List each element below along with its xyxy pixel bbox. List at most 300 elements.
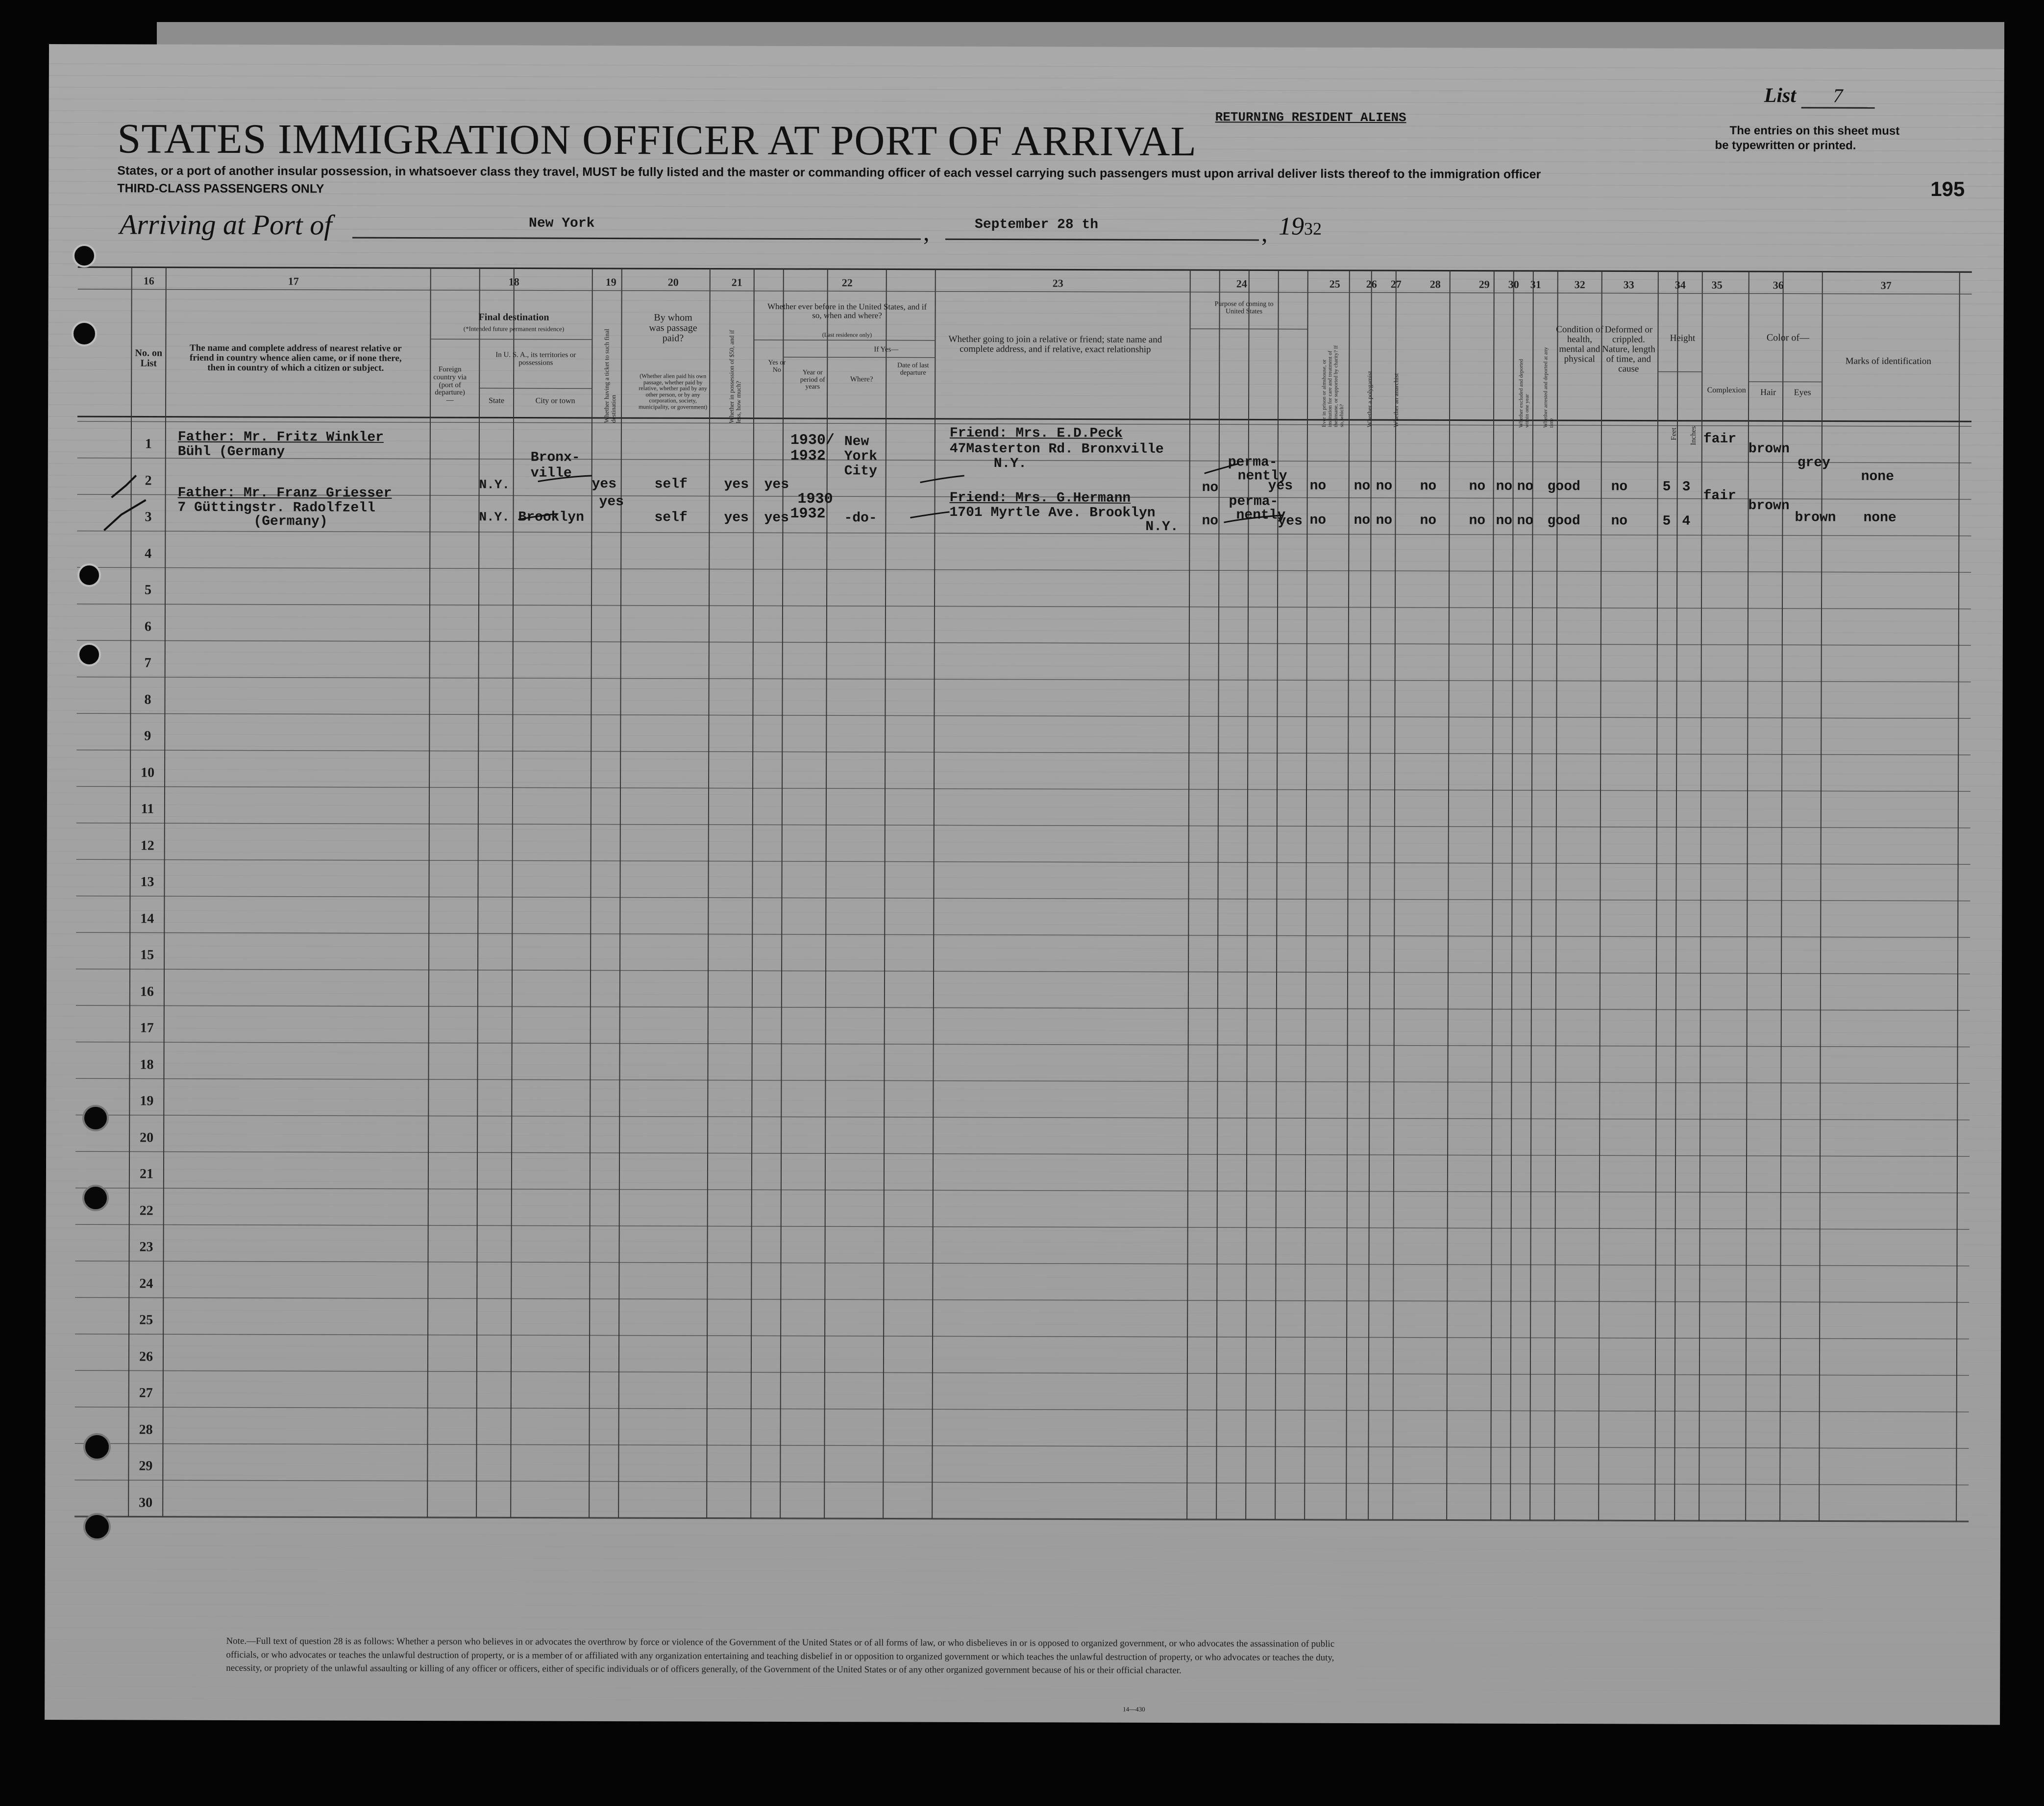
background-rule [46, 1357, 2001, 1362]
background-rule [46, 1263, 2001, 1268]
entry2-health: good [1547, 513, 1580, 529]
entry2-marks: none [1863, 510, 1896, 526]
row-number: 30 [139, 1494, 153, 1511]
hdr-height: Height [1670, 333, 1696, 343]
row-number: 7 [144, 655, 151, 671]
background-rule [45, 1498, 2000, 1503]
background-rule [48, 475, 2003, 480]
manifest-sheet [45, 44, 2004, 1725]
background-rule [47, 899, 2002, 903]
entry1-hair: brown [1748, 441, 1790, 457]
background-rule [47, 710, 2002, 715]
entry1-city-1: Bronx- [530, 450, 580, 465]
hdr-inches: Inches [1689, 426, 1698, 445]
entry1-state: N.Y. [479, 477, 510, 492]
background-rule [47, 793, 2002, 798]
row-line [75, 1297, 1969, 1302]
hdr-final-destination-sub: (*Intended future permanent residence) [463, 325, 565, 333]
background-rule [45, 1475, 2000, 1480]
row-line [75, 1443, 1969, 1448]
row-number: 6 [144, 619, 151, 635]
background-rule [48, 640, 2003, 645]
background-rule [47, 981, 2002, 986]
row-line [75, 1407, 1969, 1412]
column-line [1599, 271, 1602, 1520]
background-rule [48, 652, 2003, 657]
background-rule [47, 887, 2002, 892]
row-line [75, 1261, 1969, 1266]
punch-hole-5 [82, 1105, 109, 1131]
background-rule [47, 1028, 2002, 1033]
row-number: 18 [140, 1056, 154, 1073]
entry2-ticket: yes [599, 494, 624, 510]
entry1-health: good [1547, 479, 1580, 495]
entry2-arrested: no [1517, 513, 1534, 529]
col-num-36: 36 [1773, 279, 1784, 292]
row-number: 28 [139, 1421, 153, 1438]
col-num-35: 35 [1711, 278, 1723, 291]
hdr-purpose: Purpose of coming to United States [1214, 300, 1274, 316]
background-rule [48, 663, 2003, 668]
column-line [1780, 271, 1783, 1521]
entry2-eyes: brown [1795, 510, 1836, 526]
row-line [76, 823, 1970, 828]
background-rule [49, 322, 2004, 327]
entry1-q28: no [1420, 479, 1437, 494]
arriving-label: Arriving at Port of [119, 208, 332, 241]
row-line [76, 750, 1970, 755]
column-line [128, 267, 132, 1516]
column-line [1554, 271, 1558, 1520]
column-line [1699, 271, 1702, 1521]
entry2-years-1: 1930 [797, 491, 833, 508]
column-line [589, 268, 592, 1518]
subheader-line [430, 339, 592, 340]
row-line [76, 1042, 1970, 1047]
background-rule [47, 1051, 2002, 1056]
entry2-join-3: N.Y. [1145, 519, 1179, 535]
row-number: 13 [140, 874, 154, 890]
background-rule [47, 922, 2002, 927]
background-rule [46, 1181, 2001, 1186]
background-rule [47, 852, 2002, 856]
column-line [476, 268, 480, 1517]
background-rule [49, 75, 2004, 80]
background-rule [46, 1416, 2001, 1421]
background-rule [45, 1487, 2000, 1491]
column-line [1510, 271, 1514, 1520]
background-rule [46, 1169, 2001, 1174]
column-line [1956, 272, 1960, 1521]
entry2-q29: no [1469, 513, 1486, 529]
punch-hole-2 [72, 321, 97, 346]
entries-note-1: The entries on this sheet must [1729, 123, 1900, 138]
entry1-feet: 5 [1662, 479, 1671, 495]
hdr-prison: Ever in prison or almshouse, or institution for care and treatment of the insane, or supported by charity? If so, which? [1321, 345, 1345, 427]
background-rule [48, 616, 2003, 621]
column-line [1675, 271, 1678, 1521]
background-rule [47, 781, 2002, 786]
hdr-eyes: Eyes [1794, 387, 1811, 397]
background-rule [45, 1534, 2000, 1538]
column-line [707, 269, 710, 1518]
row-number: 17 [140, 1020, 154, 1036]
background-rule [45, 1451, 2000, 1456]
subheader-line [479, 388, 592, 389]
row-number: 5 [145, 582, 152, 598]
row-number: 15 [140, 947, 154, 963]
row-line [76, 713, 1970, 718]
background-rule [48, 381, 2003, 386]
column-line [1216, 270, 1220, 1519]
background-rule [47, 722, 2002, 727]
background-rule [45, 1581, 2000, 1586]
col-num-22: 22 [841, 276, 853, 289]
background-rule [47, 746, 2002, 751]
background-rule [45, 1522, 2000, 1527]
entry2-feet: 5 [1662, 513, 1671, 529]
row-number: 11 [141, 801, 154, 817]
entry2-join-1: Friend: Mrs. G.Hermann [949, 490, 1131, 506]
background-rule [47, 1016, 2002, 1021]
entry2-relative-line2: 7 Güttingstr. Radolfzell [177, 500, 375, 516]
page-number: 195 [1930, 177, 1965, 201]
hdr-arrested: Whether arrested and deported at any time [1542, 347, 1555, 428]
hdr-health: Condition of health, mental and physical [1556, 324, 1603, 365]
col-num-25: 25 [1329, 277, 1340, 290]
form-number: 14—430 [1123, 1705, 1145, 1713]
col-num-32: 32 [1574, 278, 1585, 291]
entry2-where: -do- [844, 511, 877, 526]
background-rule [47, 1063, 2002, 1068]
entry2-prison: no [1309, 513, 1327, 528]
col-num-26: 26 [1366, 278, 1377, 291]
row-line [76, 859, 1970, 864]
background-rule [48, 558, 2003, 562]
background-rule [47, 757, 2002, 762]
background-rule [48, 628, 2003, 633]
returning-resident-stamp: RETURNING RESIDENT ALIENS [1215, 110, 1406, 125]
col-num-16: 16 [143, 274, 154, 287]
background-rule [46, 1204, 2001, 1209]
background-rule [49, 87, 2004, 92]
hdr-final-destination: Final destination [478, 312, 549, 323]
entry1-q29: no [1469, 479, 1486, 494]
column-line [1346, 270, 1350, 1520]
comma-2: , [1261, 219, 1268, 247]
background-rule [46, 1392, 2001, 1397]
punch-hole-8 [83, 1513, 111, 1540]
hdr-hair: Hair [1760, 387, 1776, 397]
hdr-state: State [489, 396, 505, 405]
row-number: 14 [140, 910, 154, 927]
column-line [751, 269, 754, 1518]
row-line [74, 1480, 1969, 1485]
entry1-ticket: yes [591, 476, 617, 492]
hdr-relative: The name and complete address of nearest relative or friend in country whence alien came, or if none there, then in country of which a citizen or subject. [189, 342, 402, 373]
class-line: THIRD-CLASS PASSENGERS ONLY [117, 181, 324, 196]
entry2-citizen: yes [1278, 513, 1303, 529]
punch-hole-6 [82, 1185, 109, 1211]
punch-hole-4 [77, 643, 101, 666]
entry1-before: yes [764, 477, 789, 492]
row-line [76, 1005, 1970, 1010]
col-num-30: 30 [1508, 278, 1519, 291]
entry1-anarchist: no [1376, 479, 1393, 494]
background-rule [46, 1428, 2001, 1433]
entry1-join-3: N.Y. [993, 456, 1027, 472]
col-num-37: 37 [1880, 279, 1892, 292]
hdr-excluded: Whether excluded and deported within one year [1518, 359, 1530, 428]
background-rule [47, 828, 2002, 833]
hdr-years: Year or period of years [800, 369, 825, 391]
row-number: 24 [139, 1275, 153, 1292]
row-number: 1 [145, 436, 152, 452]
entry1-arrested: no [1517, 479, 1534, 494]
hdr-city: City or town [535, 396, 575, 405]
background-rule [46, 1098, 2001, 1103]
hdr-passage-paid: By whom was passage paid? [649, 312, 697, 344]
row-number: 16 [140, 983, 154, 1000]
column-line [1305, 270, 1308, 1520]
hdr-no-on-list: No. on List [135, 347, 163, 369]
background-rule [46, 1146, 2001, 1150]
entry2-relative-line3: (Germany) [253, 514, 328, 530]
entry1-city-2: ville [530, 465, 572, 481]
row-number: 23 [139, 1239, 153, 1255]
background-rule [45, 1569, 2000, 1574]
hdr-marks: Marks of identification [1845, 356, 1931, 367]
row-line [75, 1334, 1969, 1339]
port-name: New York [529, 216, 595, 231]
column-line [163, 268, 166, 1517]
background-rule [45, 1698, 2000, 1703]
hdr-anarchist: Whether an anarchist [1392, 373, 1400, 428]
entry2-relative-line1: Father: Mr. Franz Griesser [177, 485, 392, 501]
hdr-polygamist: Whether a polygamist [1365, 371, 1374, 428]
background-rule [48, 581, 2003, 586]
entry2-complexion: fair [1703, 488, 1736, 504]
background-rule [46, 1275, 2001, 1280]
row-line [77, 604, 1971, 609]
punch-hole-1 [73, 244, 96, 268]
background-rule [46, 1110, 2001, 1115]
ruled-grid [45, 44, 2004, 1725]
row-line [75, 1188, 1970, 1193]
background-rule [47, 910, 2002, 915]
background-rule [46, 1381, 2001, 1386]
row-line [75, 1370, 1969, 1375]
entry1-relative-line1: Father: Mr. Fritz Winkler [177, 429, 384, 445]
background-rule [47, 946, 2002, 951]
row-line [75, 1115, 1970, 1120]
row-number: 4 [145, 546, 152, 561]
col-num-29: 29 [1478, 278, 1490, 291]
row-line [77, 531, 1971, 536]
background-rule [49, 181, 2004, 186]
col-num-28: 28 [1429, 278, 1441, 291]
background-rule [45, 1545, 2000, 1550]
entry1-purpose-b1: perma- [1228, 455, 1278, 470]
col-num-34: 34 [1675, 278, 1686, 291]
col-num-31: 31 [1530, 278, 1541, 291]
background-rule [46, 1298, 2001, 1303]
col-num-18: 18 [508, 275, 519, 288]
background-rule [47, 840, 2002, 845]
entry2-purpose-b1: perma- [1229, 494, 1279, 510]
background-rule [46, 1157, 2001, 1162]
background-rule [49, 64, 2004, 69]
entry1-complexion: fair [1703, 431, 1737, 447]
entry1-money: yes [724, 477, 749, 492]
entry1-eyes: grey [1797, 455, 1831, 471]
background-rule [45, 1592, 2000, 1597]
column-line [1393, 270, 1396, 1520]
entry2-money: yes [724, 510, 749, 526]
entry1-marks: none [1861, 469, 1894, 485]
row-number: 27 [139, 1385, 153, 1401]
instructions-line: States, or a port of another insular possession, in whatsoever class they travel, MUST be fully listed and the master or commanding officer of each vessel carrying such passengers must upon arrival deliver lists thereof to the immigration officer [117, 164, 1541, 181]
column-line [618, 268, 622, 1518]
row-line [76, 896, 1970, 901]
row-number: 12 [140, 837, 154, 854]
hdr-deformed: Deformed or crippled. Nature, length of time, and cause [1602, 324, 1655, 374]
entry1-where-2: York [844, 449, 878, 464]
hdr-where: Where? [850, 375, 873, 384]
background-rule [49, 240, 2004, 245]
hdr-passage-paid-sub: (Whether alien paid his own passage, whether paid by relative, whether paid by any other person, or by any corporation, society, municipality, or government) [638, 372, 708, 411]
hdr-foreign-country: Foreign country via (port of departure)— [433, 366, 467, 405]
background-rule [49, 205, 2004, 210]
subheader-line [754, 340, 935, 341]
background-rule [46, 1404, 2001, 1409]
hdr-going-to-join: Whether going to join a relative or friend; state name and complete address, and if relative, exact relationship [948, 334, 1162, 355]
list-number: 7 [1801, 84, 1875, 108]
background-rule [48, 522, 2003, 527]
entry2-before: yes [764, 510, 789, 526]
background-rule [46, 1134, 2001, 1139]
background-rule [46, 1287, 2001, 1292]
entry2-polygamist: no [1354, 513, 1371, 529]
column-line [1655, 271, 1658, 1521]
background-rule [48, 605, 2003, 610]
row-number: 21 [139, 1166, 154, 1182]
background-rule [47, 816, 2002, 821]
row-number: 8 [144, 692, 151, 708]
background-rule [46, 1193, 2001, 1197]
year-prefix: 19 [1278, 212, 1305, 241]
column-line [883, 269, 887, 1518]
background-rule [47, 993, 2002, 998]
hdr-if-yes: If Yes— [874, 345, 899, 354]
background-rule [48, 546, 2003, 551]
entry2-state: N.Y. [479, 510, 510, 525]
entry2-join-2: 1701 Myrtle Ave. Brooklyn [949, 505, 1156, 521]
column-line [1491, 271, 1494, 1520]
row-number: 25 [139, 1312, 153, 1328]
background-rule [45, 1557, 2000, 1562]
col-num-24: 24 [1236, 277, 1247, 290]
subheader-line [783, 357, 935, 358]
row-line [76, 786, 1970, 791]
row-number: 9 [144, 728, 151, 744]
entry1-purpose-a: no [1202, 480, 1219, 496]
background-rule [49, 193, 2004, 198]
background-rule [45, 1604, 2000, 1609]
hdr-money: Whether in possession of $50, and if less, how much? [727, 330, 742, 423]
entry1-excluded: no [1496, 479, 1513, 494]
entry2-deformed: no [1611, 513, 1628, 529]
entry1-inches: 3 [1682, 479, 1691, 495]
background-rule [49, 299, 2004, 304]
background-rule [46, 1240, 2001, 1245]
entry1-prison: no [1309, 478, 1327, 494]
entry1-years-1: 1930/ [790, 432, 835, 449]
column-line [1447, 270, 1450, 1520]
entry2-paid-by: self [654, 510, 688, 526]
row-line [74, 1516, 1969, 1521]
row-number: 22 [139, 1202, 153, 1219]
entry1-paid-by: self [654, 477, 688, 492]
column-line [780, 269, 784, 1518]
entry2-city: Brooklyn [518, 510, 584, 525]
column-line [427, 268, 431, 1517]
entry2-q28: no [1420, 513, 1437, 529]
background-rule [47, 957, 2002, 962]
background-rule [47, 875, 2002, 880]
background-rule [48, 593, 2003, 598]
hdr-before-in-us: Whether ever before in the United States, and if so, when and where? [767, 301, 927, 320]
background-rule [49, 99, 2004, 104]
entry1-citizen: yes [1268, 478, 1293, 494]
punch-hole-7 [83, 1433, 111, 1461]
entry2-years-2: 1932 [790, 505, 826, 523]
column-line [1746, 271, 1749, 1521]
hdr-color-of: Color of— [1766, 332, 1810, 343]
background-rule [47, 1004, 2002, 1009]
entry1-deformed: no [1611, 479, 1628, 495]
hdr-yes-or-no: Yes or No [768, 359, 786, 374]
background-rule [46, 1122, 2001, 1127]
entry1-polygamist: no [1354, 478, 1371, 494]
entry1-join-2: 47Masterton Rd. Bronxville [949, 441, 1164, 457]
row-line [77, 640, 1971, 645]
column-line [932, 269, 936, 1519]
background-rule [48, 405, 2003, 410]
punch-hole-3 [77, 563, 101, 587]
row-number: 10 [141, 764, 155, 781]
row-number: 20 [140, 1129, 154, 1146]
entries-note-2: be typewritten or printed. [1715, 138, 1856, 152]
background-rule [48, 687, 2003, 692]
entry1-where-1: New [844, 434, 869, 450]
entry1-years-2: 1932 [790, 447, 826, 465]
background-rule [46, 1251, 2001, 1256]
background-rule [48, 534, 2003, 539]
entry1-join-1: Friend: Mrs. E.D.Peck [949, 425, 1123, 441]
column-line [511, 268, 514, 1517]
background-rule [46, 1310, 2001, 1315]
entry1-where-3: City [844, 464, 877, 479]
entry2-purpose-a: no [1202, 513, 1219, 529]
row-line [76, 932, 1970, 937]
row-number: 19 [140, 1093, 154, 1109]
col-num-33: 33 [1623, 278, 1634, 291]
background-rule [45, 1628, 2000, 1633]
column-line [1530, 271, 1533, 1520]
background-rule [46, 1322, 2001, 1327]
entry2-inches: 4 [1682, 513, 1691, 529]
